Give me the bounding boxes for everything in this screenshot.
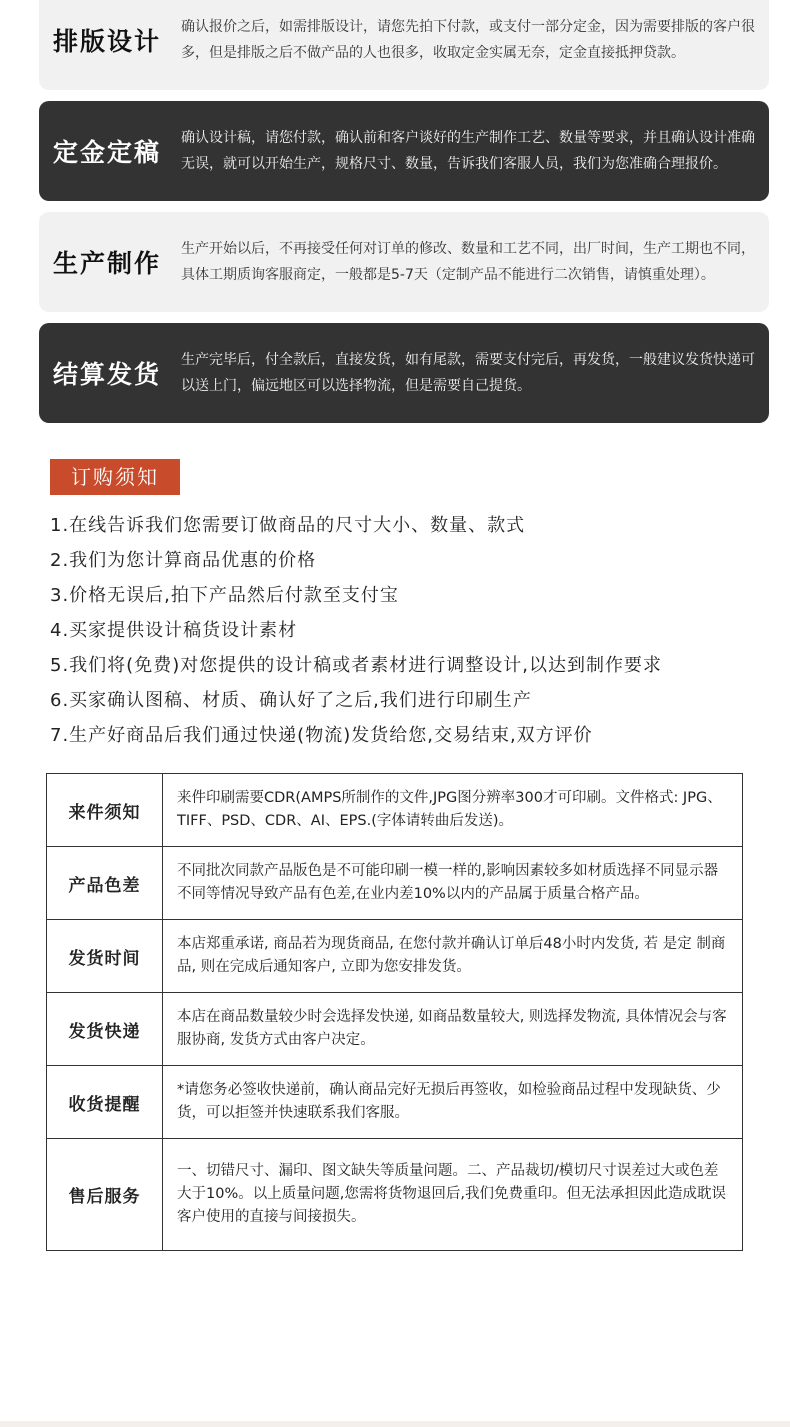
row-label: 收货提醒 (47, 1066, 163, 1139)
step-description: 确认报价之后，如需排版设计，请您先拍下付款，或支付一部分定金，因为需要排版的客户很多，但是排版之后不做产品的人也很多，收取定金实属无奈，定金直接抵押贷款。 (181, 19, 755, 61)
step-description: 确认设计稿，请您付款，确认前和客户谈好的生产制作工艺、数量等要求，并且确认设计准确无误，就可以开始生产，规格尺寸、数量，告诉我们客服人员，我们为您准确合理报价。 (181, 130, 755, 172)
step-description: 生产开始以后，不再接受任何对订单的修改、数量和工艺不同，出厂时间，生产工期也不同，具体工期质询客服商定，一般都是5-7天（定制产品不能进行二次销售，请慎重处理）。 (181, 241, 755, 283)
list-item: 5.我们将(免费)对您提供的设计稿或者素材进行调整设计,以达到制作要求 (50, 655, 662, 676)
bottom-divider (0, 1421, 790, 1427)
order-notice-header: 订购须知 (50, 459, 180, 495)
step-title: 定金定稿 (53, 138, 162, 167)
list-item: 4.买家提供设计稿货设计素材 (50, 620, 298, 641)
notes-table (46, 773, 743, 1251)
table-row (47, 1139, 743, 1251)
step-title: 生产制作 (53, 249, 162, 278)
step-deposit-confirm (39, 101, 769, 201)
table-row (47, 847, 743, 920)
step-description: 生产完毕后，付全款后，直接发货，如有尾款，需要支付完后，再发货，一般建议发货快递可以送上门，偏远地区可以选择物流，但是需要自己提货。 (181, 352, 755, 394)
row-label: 产品色差 (47, 847, 163, 920)
step-settle-ship (39, 323, 769, 423)
row-value: 本店郑重承诺, 商品若为现货商品, 在您付款并确认订单后48小时内发货, 若 是定 制商品, 则在完成后通知客户, 立即为您安排发货。 (163, 920, 743, 993)
row-label: 售后服务 (47, 1139, 163, 1251)
list-item: 1.在线告诉我们您需要订做商品的尺寸大小、数量、款式 (50, 515, 526, 536)
row-value: 本店在商品数量较少时会选择发快递, 如商品数量较大, 则选择发物流, 具体情况会与客服协商, 发货方式由客户决定。 (163, 993, 743, 1066)
list-item: 7.生产好商品后我们通过快递(物流)发货给您,交易结束,双方评价 (50, 725, 593, 746)
row-value: *请您务必签收快递前，确认商品完好无损后再签收，如检验商品过程中发现缺货、少货，可以拒签并快速联系我们客服。 (163, 1066, 743, 1139)
list-item: 2.我们为您计算商品优惠的价格 (50, 550, 317, 571)
list-item: 3.价格无误后,拍下产品然后付款至支付宝 (50, 585, 399, 606)
order-steps-list (50, 508, 770, 753)
row-value: 一、切错尺寸、漏印、图文缺失等质量问题。二、产品裁切/模切尺寸误差过大或色差大于10%。以上质量问题,您需将货物退回后,我们免费重印。但无法承担因此造成耽误客户使用的直接与间接损失。 (163, 1139, 743, 1251)
row-value: 不同批次同款产品版色是不可能印刷一模一样的,影响因素较多如材质选择不同显示器不同等情况导致产品有色差,在业内差10%以内的产品属于质量合格产品。 (163, 847, 743, 920)
step-title: 结算发货 (53, 360, 162, 389)
row-value: 来件印刷需要CDR(AMPS所制作的文件,JPG图分辨率300才可印刷。文件格式: JPG、TIFF、PSD、CDR、AI、EPS.(字体请转曲后发送)。 (163, 774, 743, 847)
table-row (47, 774, 743, 847)
step-title: 排版设计 (53, 27, 162, 56)
step-production (39, 212, 769, 312)
table-row (47, 920, 743, 993)
row-label: 发货快递 (47, 993, 163, 1066)
table-row (47, 1066, 743, 1139)
row-label: 来件须知 (47, 774, 163, 847)
list-item: 6.买家确认图稿、材质、确认好了之后,我们进行印刷生产 (50, 690, 532, 711)
table-row (47, 993, 743, 1066)
row-label: 发货时间 (47, 920, 163, 993)
step-layout-design (39, 0, 769, 90)
